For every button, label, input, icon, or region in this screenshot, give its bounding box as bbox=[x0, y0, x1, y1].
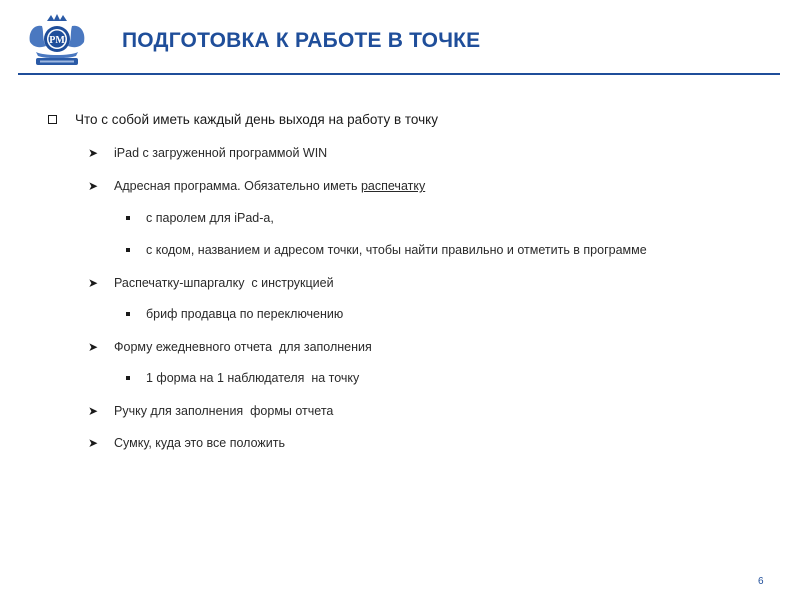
sublist-item-form-count bbox=[126, 371, 359, 385]
list-item-text: Адресная программа. Обязательно иметь bbox=[114, 179, 361, 193]
arrow-bullet-icon: ➤ bbox=[88, 276, 99, 290]
list-item-text: 1 форма на 1 наблюдателя на точку bbox=[146, 371, 360, 385]
title-divider bbox=[18, 73, 780, 75]
square-bullet-icon bbox=[126, 248, 130, 252]
arrow-bullet-icon: ➤ bbox=[88, 179, 99, 193]
arrow-bullet-icon: ➤ bbox=[88, 436, 99, 450]
printout-link: распечатку bbox=[360, 179, 426, 193]
list-item-text: Форму ежедневного отчета для заполнения bbox=[114, 340, 372, 354]
sublist-item-brief bbox=[126, 307, 343, 321]
square-bullet-icon bbox=[48, 115, 57, 124]
list-item-cheatsheet bbox=[88, 276, 334, 290]
sublist-item-code bbox=[126, 243, 647, 257]
list-item-ipad bbox=[88, 146, 327, 160]
arrow-bullet-icon: ➤ bbox=[88, 146, 99, 160]
square-bullet-icon bbox=[126, 312, 130, 316]
list-item-pen bbox=[88, 404, 333, 418]
square-bullet-icon bbox=[126, 216, 130, 220]
list-item-text: с паролем для iPad-а, bbox=[146, 211, 274, 225]
list-item-text: Ручку для заполнения формы отчета bbox=[114, 404, 334, 418]
list-item-text: iPad с загруженной программой WIN bbox=[114, 146, 328, 160]
list-item-text: бриф продавца по переключению bbox=[146, 307, 344, 321]
main-list-item bbox=[48, 112, 438, 127]
pmi-crest-icon bbox=[22, 12, 92, 68]
square-bullet-icon bbox=[126, 376, 130, 380]
arrow-bullet-icon: ➤ bbox=[88, 404, 99, 418]
list-item-text: Сумку, куда это все положить bbox=[114, 436, 286, 450]
list-item-text: с кодом, названием и адресом точки, чтобы найти правильно и отметить в программе bbox=[146, 243, 647, 257]
arrow-bullet-icon: ➤ bbox=[88, 340, 99, 354]
svg-text:PM: PM bbox=[49, 35, 65, 46]
list-item-form bbox=[88, 340, 372, 354]
list-item-bag bbox=[88, 436, 285, 450]
page-number: 6 bbox=[758, 576, 764, 587]
page-title: ПОДГОТОВКА К РАБОТЕ В ТОЧКЕ bbox=[122, 29, 481, 52]
list-item-text: Распечатку-шпаргалку с инструкцией bbox=[114, 276, 334, 290]
main-item-text: Что с собой иметь каждый день выходя на работу в точку bbox=[75, 112, 438, 127]
sublist-item-password bbox=[126, 211, 274, 225]
company-logo bbox=[22, 12, 92, 68]
list-item-address bbox=[88, 179, 425, 193]
